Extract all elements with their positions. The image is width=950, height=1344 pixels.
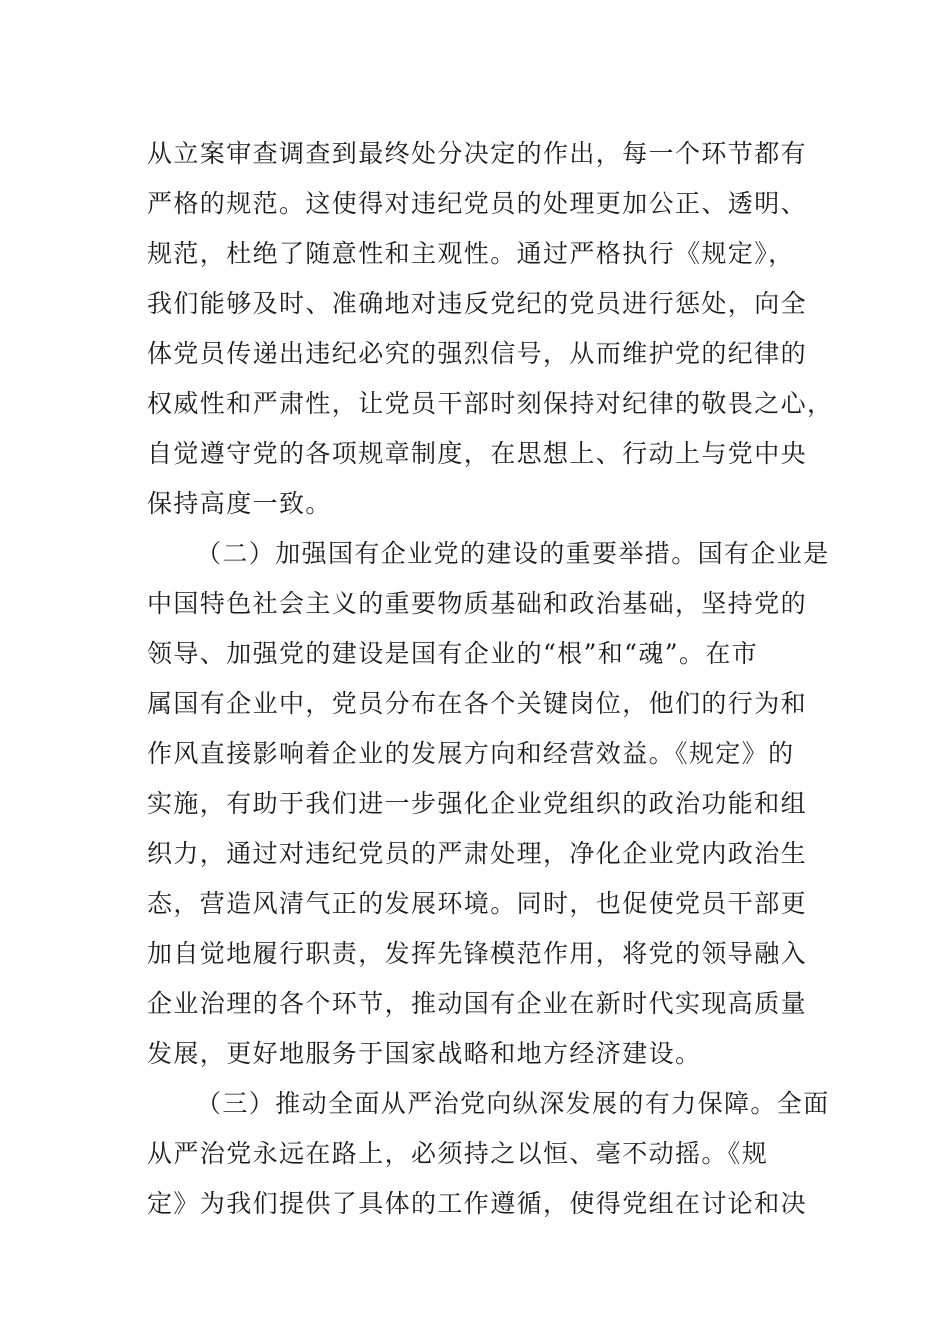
section-heading-line: （三）推动全面从严治党向纵深发展的有力保障。全面 <box>196 1089 830 1118</box>
text-line: 规范，杜绝了随意性和主观性。通过严格执行《规定》， <box>147 239 795 268</box>
text-line: 发展，更好地服务于国家战略和地方经济建设。 <box>147 1039 702 1068</box>
text-line: 保持高度一致。 <box>147 489 332 518</box>
text-line: 从立案审查调查到最终处分决定的作出，每一个环节都有 <box>147 139 808 168</box>
text-line: 中国特色社会主义的重要物质基础和政治基础，坚持党的 <box>147 589 808 618</box>
text-line: 从严治党永远在路上，必须持之以恒、毫不动摇。《规 <box>147 1139 769 1168</box>
text-line: 我们能够及时、准确地对违反党纪的党员进行惩处，向全 <box>147 289 808 318</box>
text-line: 实施，有助于我们进一步强化企业党组织的政治功能和组 <box>147 789 808 818</box>
text-line: 自觉遵守党的各项规章制度，在思想上、行动上与党中央 <box>147 439 808 468</box>
text-line: 权威性和严肃性，让党员干部时刻保持对纪律的敬畏之心， <box>147 389 834 418</box>
text-line: 属国有企业中，党员分布在各个关键岗位，他们的行为和 <box>147 689 808 718</box>
text-line: 企业治理的各个环节，推动国有企业在新时代实现高质量 <box>147 989 808 1018</box>
text-line: 作风直接影响着企业的发展方向和经营效益。《规定》的 <box>147 739 795 768</box>
text-line: 定》为我们提供了具体的工作遵循，使得党组在讨论和决 <box>147 1189 808 1218</box>
text-line: 领导、加强党的建设是国有企业的“根”和“魂”。在市 <box>147 639 759 668</box>
text-line: 态，营造风清气正的发展环境。同时，也促使党员干部更 <box>147 889 808 918</box>
text-line: 体党员传递出违纪必究的强烈信号，从而维护党的纪律的 <box>147 339 808 368</box>
text-line: 严格的规范。这使得对违纪党员的处理更加公正、透明、 <box>147 189 808 218</box>
text-line: 加自觉地履行职责，发挥先锋模范作用，将党的领导融入 <box>147 939 808 968</box>
section-heading-line: （二）加强国有企业党的建设的重要举措。国有企业是 <box>196 539 830 568</box>
text-line: 织力，通过对违纪党员的严肃处理，净化企业党内政治生 <box>147 839 808 868</box>
